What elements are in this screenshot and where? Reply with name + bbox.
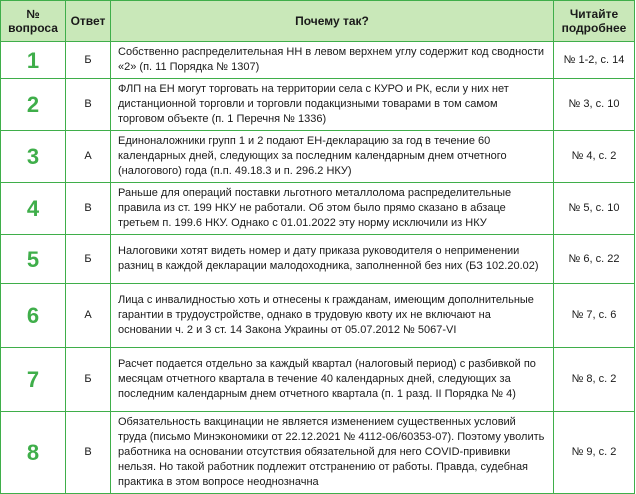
explanation-text: Единоналожники групп 1 и 2 подают ЕН-декларацию за год в течение 60 календарных дней, следующих за последним календарным днем отчетного (налогового) года (п.п. 49.18.3 и п. 296.2 НКУ) [111, 131, 554, 183]
answer-letter: Б [66, 348, 111, 412]
table-row [1, 348, 635, 412]
explanation-text: Налоговики хотят видеть номер и дату приказа руководителя о неприменении разниц в каждой декларации малодоходника, заполненной без них (БЗ 102.20.02) [111, 235, 554, 284]
question-number: 4 [1, 183, 66, 235]
table-header-row [1, 1, 635, 42]
question-number: 3 [1, 131, 66, 183]
answer-letter: А [66, 284, 111, 348]
issue-reference: № 8, с. 2 [554, 348, 635, 412]
issue-reference: № 4, с. 2 [554, 131, 635, 183]
answer-letter: В [66, 183, 111, 235]
question-number: 8 [1, 412, 66, 494]
issue-reference: № 1-2, с. 14 [554, 42, 635, 79]
explanation-text: Раньше для операций поставки льготного металлолома распределительные правила из ст. 199 НКУ не работали. Об этом было прямо сказано в абзаце третьем п. 199.6 НКУ. Однако с 01.01.2022 эту норму исключили из НКУ [111, 183, 554, 235]
table-row [1, 183, 635, 235]
question-number: 6 [1, 284, 66, 348]
explanation-text: Обязательность вакцинации не является изменением существенных условий труда (письмо Минэкономики от 22.12.2021 № 4112-06/60353-07). Поэтому уволить работника на основании отсутствия обязательной для него COVID-прививки нельзя. Но такой работник подлежит отстранению от работы. Правда, судебная практика в этом вопросе неоднозначна [111, 412, 554, 494]
table-row [1, 42, 635, 79]
table-row [1, 131, 635, 183]
table-row [1, 235, 635, 284]
answer-letter: В [66, 412, 111, 494]
header-answer: Ответ [66, 1, 111, 42]
answer-letter: А [66, 131, 111, 183]
issue-reference: № 3, с. 10 [554, 79, 635, 131]
header-why: Почему так? [111, 1, 554, 42]
explanation-text: Расчет подается отдельно за каждый квартал (налоговый период) с разбивкой по месяцам отчетного квартала в течение 40 календарных дней, следующих за последним календарным днем отчетного квартала (п. 1 разд. II Порядка № 4) [111, 348, 554, 412]
header-number: № вопроса [1, 1, 66, 42]
table-row [1, 284, 635, 348]
explanation-text: Лица с инвалидностью хоть и отнесены к гражданам, имеющим дополнительные гарантии в трудоустройстве, однако в трудовую квоту их не включают на основании ч. 2 и 3 ст. 14 Закона Украины от 05.07.2012 № 5067-VI [111, 284, 554, 348]
answer-letter: В [66, 79, 111, 131]
question-number: 7 [1, 348, 66, 412]
explanation-text: ФЛП на ЕН могут торговать на территории села с КУРО и РК, если у них нет дистанционной торговли и торговли подакцизными товарами в том самом торговом объекте (п. 1 Перечня № 1336) [111, 79, 554, 131]
issue-reference: № 5, с. 10 [554, 183, 635, 235]
question-number: 2 [1, 79, 66, 131]
issue-reference: № 7, с. 6 [554, 284, 635, 348]
explanation-text: Собственно распределительная НН в левом верхнем углу содержит код сводности «2» (п. 11 Порядка № 1307) [111, 42, 554, 79]
table-row [1, 412, 635, 494]
table-row [1, 79, 635, 131]
issue-reference: № 6, с. 22 [554, 235, 635, 284]
answer-letter: Б [66, 235, 111, 284]
answer-letter: Б [66, 42, 111, 79]
issue-reference: № 9, с. 2 [554, 412, 635, 494]
question-number: 1 [1, 42, 66, 79]
question-number: 5 [1, 235, 66, 284]
header-read-more: Читайте подробнее [554, 1, 635, 42]
